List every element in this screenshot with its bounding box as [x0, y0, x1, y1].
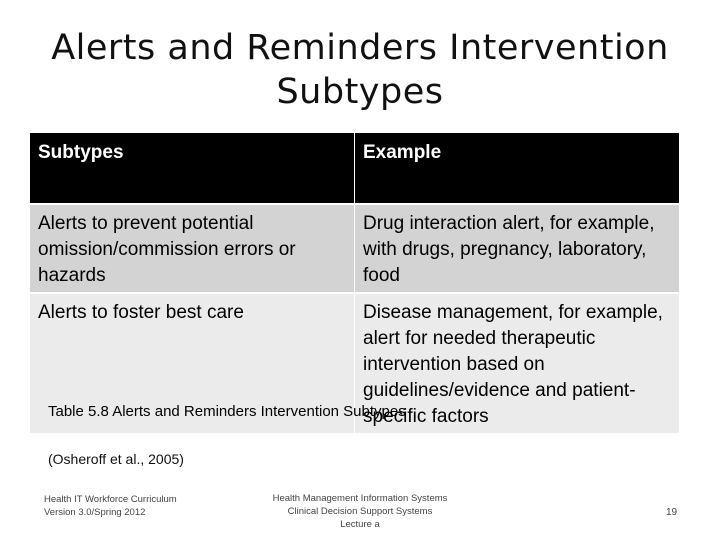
- row-1-subtype: Alerts to prevent potential omission/commission errors or hazards: [30, 203, 354, 292]
- footer-curriculum: [44, 493, 177, 519]
- footer-lecture-info: [250, 492, 470, 531]
- slide-title-line-1: Alerts and Reminders Intervention: [51, 28, 669, 68]
- subtypes-table: [30, 133, 679, 433]
- table-caption: Table 5.8 Alerts and Reminders Intervention Subtypes: [48, 403, 406, 420]
- row-2-subtype: Alerts to foster best care: [30, 292, 354, 433]
- footer-lecture-line-3: Lecture a: [340, 519, 380, 530]
- table-header-row: [30, 133, 679, 203]
- citation: (Osheroff et al., 2005): [48, 451, 184, 467]
- footer-curriculum-line-2: Version 3.0/Spring 2012: [44, 507, 146, 518]
- table-row: [30, 203, 679, 292]
- page-number: 19: [666, 507, 678, 518]
- slide-title-line-2: Subtypes: [276, 72, 444, 112]
- footer-curriculum-line-1: Health IT Workforce Curriculum: [44, 494, 177, 505]
- row-1-example: Drug interaction alert, for example, with drugs, pregnancy, laboratory, food: [354, 203, 679, 292]
- header-example: Example: [354, 133, 679, 203]
- row-2-example: Disease management, for example, alert for needed therapeutic intervention based on guidelines/evidence and patient-specific factors: [354, 292, 679, 433]
- slide-title: [30, 26, 690, 114]
- footer-lecture-line-2: Clinical Decision Support Systems: [287, 506, 433, 517]
- header-subtypes: Subtypes: [30, 133, 354, 203]
- footer-lecture-line-1: Health Management Information Systems: [272, 493, 448, 504]
